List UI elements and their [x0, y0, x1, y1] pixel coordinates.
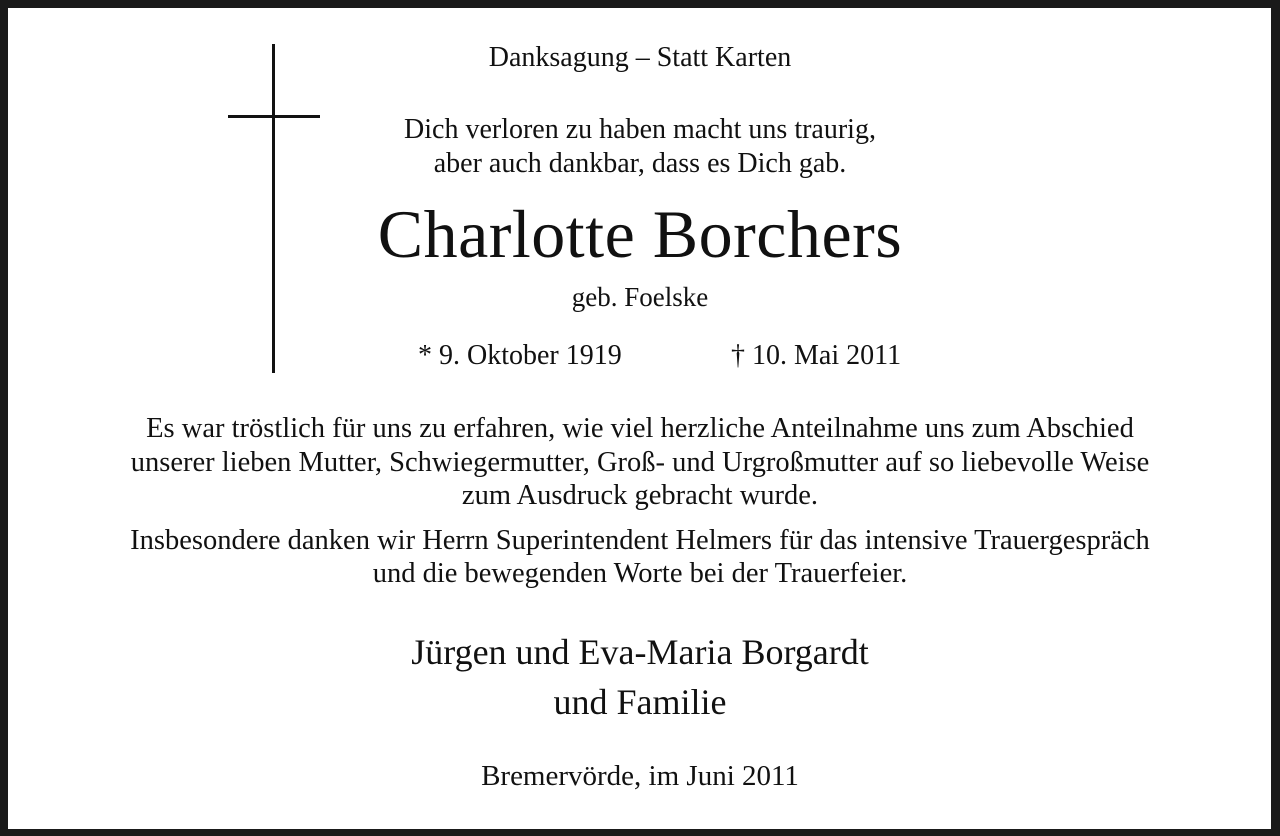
thanks-paragraph-1-line-3: zum Ausdruck gebracht wurde. — [461, 480, 819, 511]
thanks-paragraph-2-line-2: und die bewegenden Worte bei der Trauerfeier. — [372, 558, 908, 589]
maiden-name: geb. Foelske — [571, 282, 709, 312]
place-and-date: Bremervörde, im Juni 2011 — [481, 760, 799, 792]
thanks-paragraph-1-line-1: Es war tröstlich für uns zu erfahren, wie viel herzliche Anteilnahme uns zum Abschied — [146, 413, 1134, 444]
signatory-names: Jürgen und Eva-Maria Borgardt — [411, 632, 869, 672]
verse-line-2: aber auch dankbar, dass es Dich gab. — [433, 148, 847, 179]
thanks-paragraph-1-line-2: unserer lieben Mutter, Schwiegermutter, Groß- und Urgroßmutter auf so liebevolle Weise — [130, 447, 1150, 478]
verse-line-1: Dich verloren zu haben macht uns traurig, — [404, 114, 876, 145]
death-date: † 10. Mai 2011 — [731, 340, 902, 371]
signatory-family: und Familie — [553, 682, 727, 722]
thanks-paragraph-2-line-1: Insbesondere danken wir Herrn Superintendent Helmers für das intensive Trauergespräch — [130, 525, 1150, 556]
deceased-name: Charlotte Borchers — [377, 196, 903, 272]
birth-date: * 9. Oktober 1919 — [418, 340, 622, 371]
notice-heading: Danksagung – Statt Karten — [488, 42, 792, 73]
